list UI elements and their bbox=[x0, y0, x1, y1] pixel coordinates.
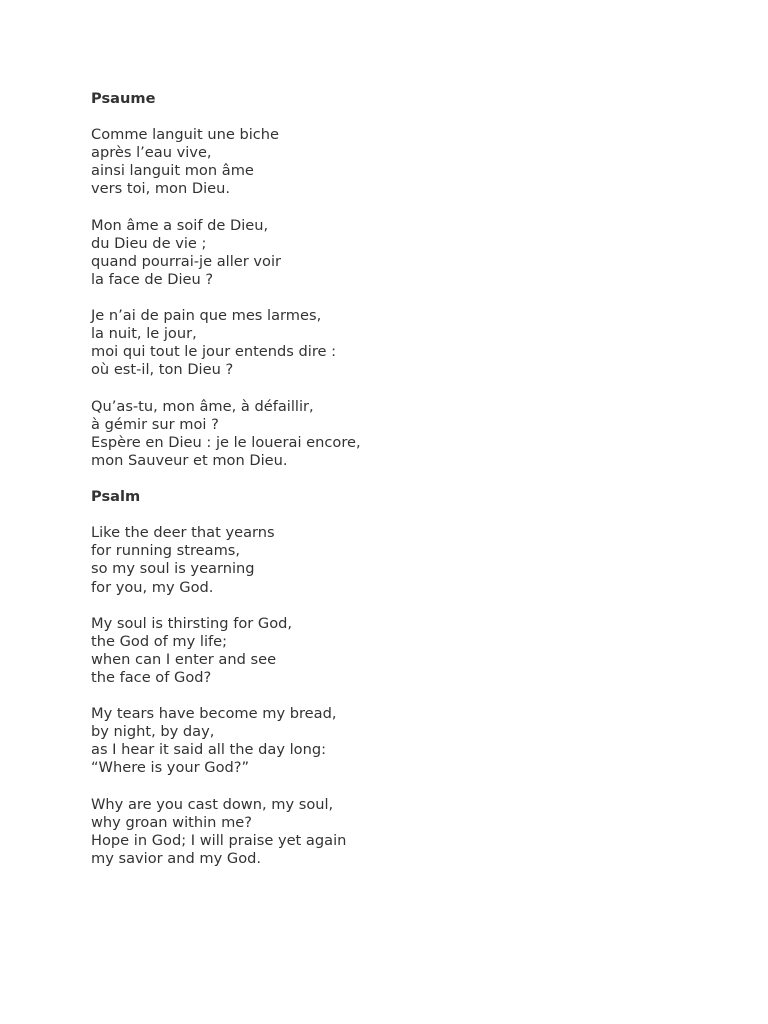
verse-line: vers toi, mon Dieu. bbox=[91, 180, 231, 198]
verse-line: the face of God? bbox=[91, 669, 212, 686]
section-heading: Psaume bbox=[91, 90, 156, 107]
verse-line: as I hear it said all the day long: bbox=[91, 741, 327, 759]
stanza bbox=[91, 307, 711, 379]
verse-line: My soul is thirsting for God, bbox=[91, 614, 293, 632]
verse-line: for you, my God. bbox=[91, 578, 214, 596]
verse-line: Mon âme a soif de Dieu, bbox=[91, 216, 269, 234]
verse-line: à gémir sur moi ? bbox=[91, 415, 219, 433]
verse-line: for running streams, bbox=[91, 542, 241, 560]
section-heading: Psalm bbox=[91, 488, 141, 506]
verse-line: “Where is your God?” bbox=[91, 759, 250, 777]
verse-line: moi qui tout le jour entends dire : bbox=[91, 343, 337, 361]
verse-line: la face de Dieu ? bbox=[91, 270, 214, 288]
stanza bbox=[91, 796, 711, 868]
verse-line: My tears have become my bread, bbox=[91, 705, 337, 723]
verse-line: so my soul is yearning bbox=[91, 560, 255, 578]
verse-line: why groan within me? bbox=[91, 813, 253, 831]
verse-line: Je n’ai de pain que mes larmes, bbox=[91, 307, 322, 325]
verse-line: by night, by day, bbox=[91, 723, 215, 741]
verse-line: la nuit, le jour, bbox=[91, 325, 197, 343]
stanza bbox=[91, 705, 711, 777]
verse-line: when can I enter and see bbox=[91, 650, 277, 668]
verse-line: où est-il, ton Dieu ? bbox=[91, 361, 234, 379]
verse-line: Qu’as-tu, mon âme, à défaillir, bbox=[91, 397, 314, 415]
document-page bbox=[91, 90, 711, 886]
verse-line: my savior and my God. bbox=[91, 849, 262, 867]
verse-line: the God of my life; bbox=[91, 632, 228, 650]
verse-line: Like the deer that yearns bbox=[91, 524, 275, 542]
stanza bbox=[91, 615, 711, 687]
stanza bbox=[91, 126, 711, 198]
verse-line: du Dieu de vie ; bbox=[91, 234, 207, 252]
stanza bbox=[91, 524, 711, 596]
verse-line: quand pourrai-je aller voir bbox=[91, 252, 282, 270]
verse-line: Comme languit une biche bbox=[91, 126, 280, 144]
section-english bbox=[91, 488, 711, 868]
verse-line: Why are you cast down, my soul, bbox=[91, 795, 334, 813]
section-french bbox=[91, 90, 711, 470]
verse-line: ainsi languit mon âme bbox=[91, 162, 254, 180]
verse-line: mon Sauveur et mon Dieu. bbox=[91, 451, 288, 469]
stanza bbox=[91, 217, 711, 289]
stanza bbox=[91, 398, 711, 470]
verse-line: après l’eau vive, bbox=[91, 144, 212, 162]
verse-line: Espère en Dieu : je le louerai encore, bbox=[91, 433, 361, 451]
verse-line: Hope in God; I will praise yet again bbox=[91, 831, 347, 849]
